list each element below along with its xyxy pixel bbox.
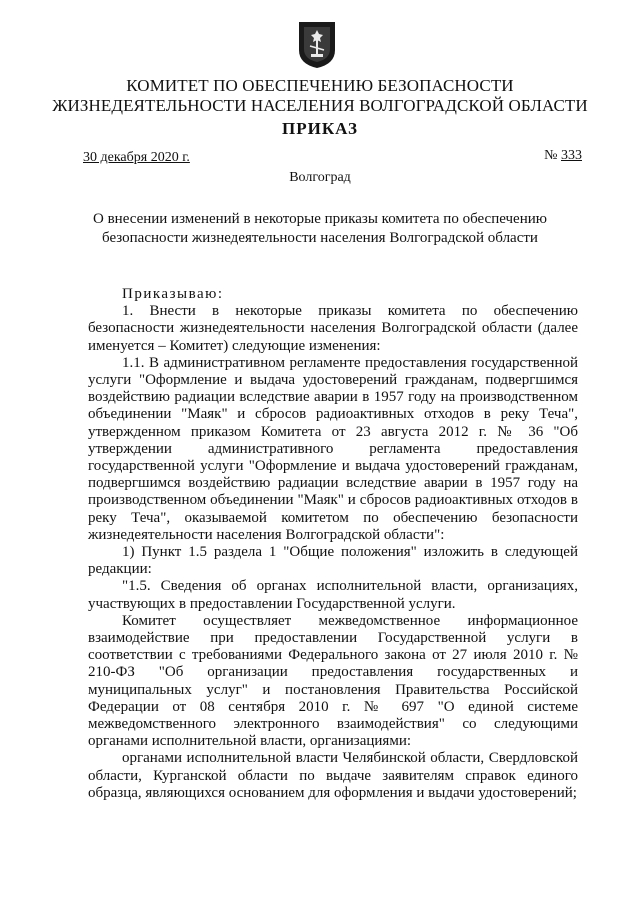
- committee-name-line-2: ЖИЗНЕДЕЯТЕЛЬНОСТИ НАСЕЛЕНИЯ ВОЛГОГРАДСКОЙ ОБЛАСТИ: [52, 96, 588, 115]
- volgograd-coat-of-arms-icon: [296, 20, 338, 70]
- order-number: [544, 148, 582, 164]
- paragraph-authorities: органами исполнительной власти Челябинской области, Свердловской области, Курганской области по выдаче заявителям справок единого образца, являющихся основанием для оформления и выдачи удостоверений;: [88, 750, 578, 801]
- issue-city: Волгоград: [289, 170, 351, 185]
- order-number-prefix: №: [544, 148, 558, 163]
- order-date: 30 декабря 2020 г.: [83, 150, 190, 165]
- document-type-title: ПРИКАЗ: [282, 119, 358, 138]
- order-subject-line-2: безопасности жизнедеятельности населения Волгоградской области: [102, 230, 538, 246]
- committee-header: [40, 76, 600, 116]
- committee-name-line-1: КОМИТЕТ ПО ОБЕСПЕЧЕНИЮ БЕЗОПАСНОСТИ: [126, 76, 514, 95]
- order-subject: [60, 210, 580, 248]
- paragraph-1: 1. Внести в некоторые приказы комитета по обеспечению безопасности жизнедеятельности населения Волгоградской области (далее именуется – Комитет) следующие изменения:: [88, 303, 578, 354]
- order-number-value: 333: [561, 148, 582, 163]
- paragraph-interaction: Комитет осуществляет межведомственное информационное взаимодействие при предоставлении Государственной услуги в соответствии с требованиями Федерального закона от 27 июля 2010 г. № 210-ФЗ "Об организации предоставления государственных и муниципальных услуг" и постановления Правительства Российской Федерации от 08 сентября 2010 г. № 697 "О единой системе межведомственного электронного взаимодействия" со следующими органами исполнительной власти, организациями:: [88, 612, 578, 750]
- paragraph-1-5-heading: "1.5. Сведения об органах исполнительной власти, организациях, участвующих в предоставлении Государственной услуги.: [88, 578, 578, 612]
- order-body: [88, 286, 578, 802]
- paragraph-1-1: 1.1. В административном регламенте предоставления государственной услуги "Оформление и выдача удостоверений гражданам, подвергшимся воздействию радиации вследствие аварии в 1957 году на производственном объединении "Маяк" и сбросов радиоактивных отходов в реку Теча", утвержденном приказом Комитета от 23 августа 2012 г. № 36 "Об утверждении административного регламента предоставления государственной услуги "Оформление и выдача удостоверений гражданам, подвергшимся воздействию радиации вследствие аварии в 1957 году на производственном объединении "Маяк" и сбросов радиоактивных отходов в реку Теча", оказываемой комитетом по обеспечению безопасности жизнедеятельности населения Волгоградской области":: [88, 354, 578, 543]
- order-subject-line-1: О внесении изменений в некоторые приказы комитета по обеспечению: [93, 211, 547, 227]
- order-lead-word: Приказываю:: [122, 286, 224, 302]
- paragraph-item-1: 1) Пункт 1.5 раздела 1 "Общие положения" изложить в следующей редакции:: [88, 544, 578, 578]
